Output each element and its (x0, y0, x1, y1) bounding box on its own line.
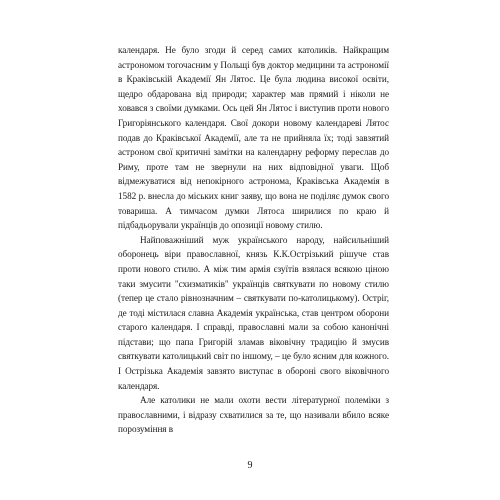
paragraph-1: календаря. Не було згоди й серед самих католиків. Найкращим астрономом тогочасним у Польщі був доктор медицини та астрономії в Краківській Академії Ян Лятос. Це була людина високої освіти, щедро обдарована від природи; характер мав прямий і ніколи не ховався з своїми думками. Ось цей Ян Лятос і виступив проти нового Григоріянського календаря. Свої докори новому календареві Лятос подав до Краківської Академії, але та не прийняла їх; тоді завзятий астроном свої критичні замітки на календарну реформу переслав до Риму, проте там не звернули на них відповідної уваги. Щоб відмежуватися від непокірного астронома, Краківська Академія в 1582 р. внесла до міських книг заяву, що вона не поділяє думок свого товариша. А тимчасом думки Лятоса ширилися по краю й підбадьорували українців до опозиції новому стилю. (118, 45, 389, 231)
paragraph-2: Найповажніший муж українського народу, найсильніший оборонець віри православної, князь К.К.Острізький рішуче став проти нового стилю. А між тим армія єзуїтів взялася всякою ціною таки змусити "схизматиків" українців святкувати по новому стилю (тепер це стало рівнозначним – святкувати по-католицькому). Остріг, де тоді містилася славна Академія українська, став центром оборони старого календаря. І справді, православні мали за собою канонічні підстави; що папа Григорій зламав віковічну традицію й змусив святкувати католицький світ по іншому, – це було ясним для кожного. І Острізька Академія завзято виступає в обороні свого віковічного календаря. (118, 234, 389, 391)
paragraph-3: Але католики не мали охоти вести літературної полеміки з православними, і відразу схватилися за те, що називали вбило всяке порозуміння в (118, 395, 389, 435)
body-text (118, 43, 389, 437)
page-number: 9 (247, 460, 253, 471)
